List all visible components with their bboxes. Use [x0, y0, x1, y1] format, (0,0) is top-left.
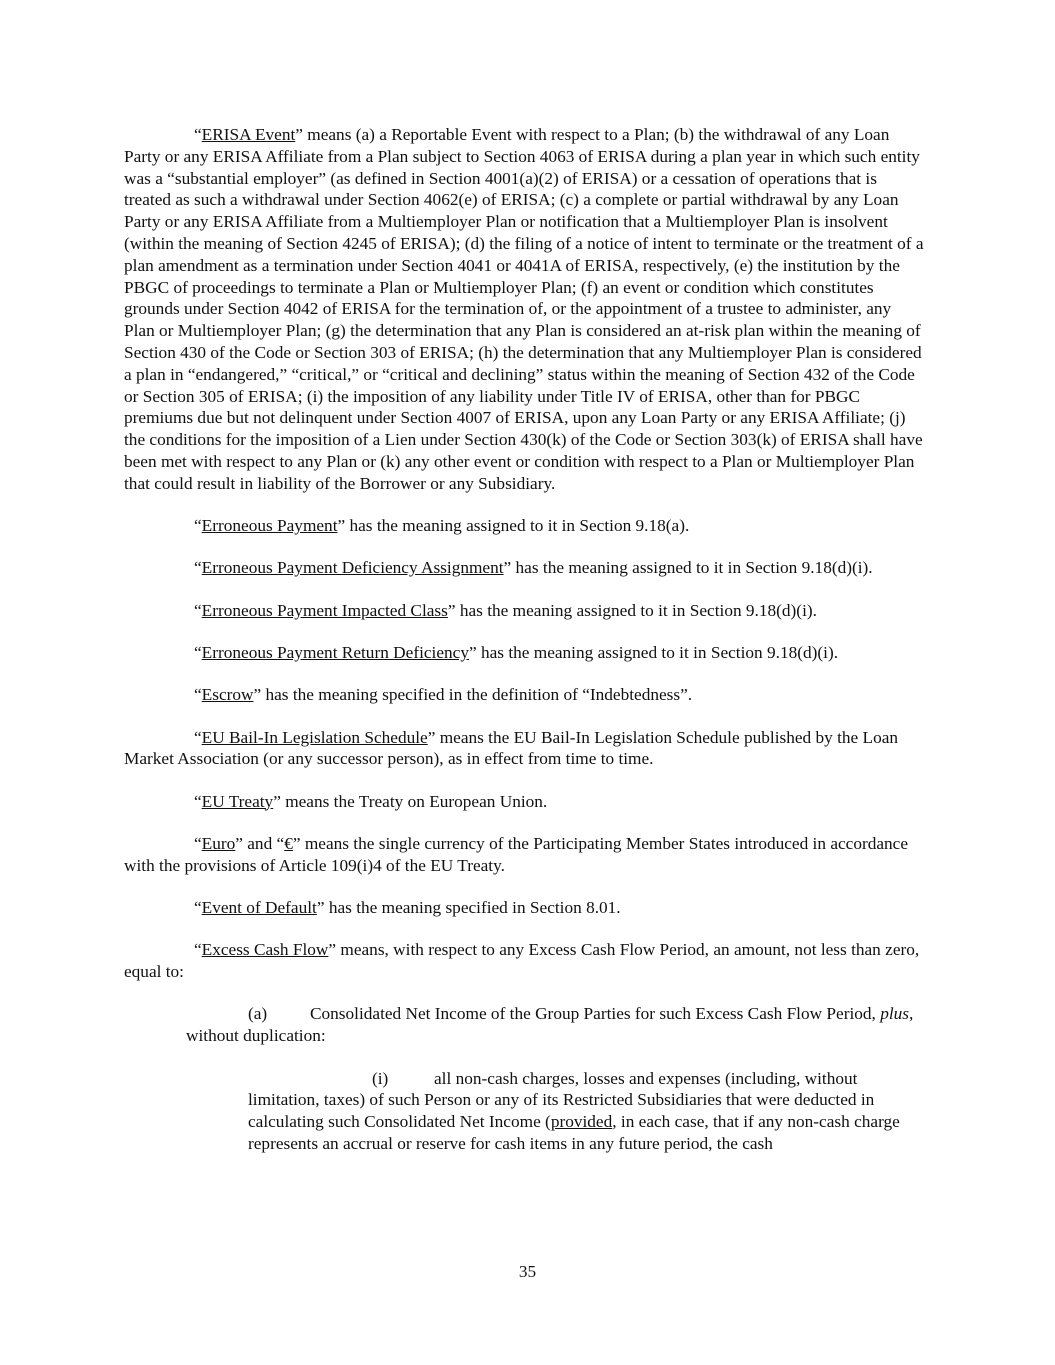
clause-label: (a) — [248, 1004, 268, 1024]
definition-erisa-event: “ERISA Event” means (a) a Reportable Event with respect to a Plan; (b) the withdrawal of any Loan Party or any ERISA Affiliate from a Plan subject to Section 4063 of ERISA during a plan year in which such entity was a “substantial employer” (as defined in Section 4001(a)(2) of ERISA) or a cessation of operations that is treated as such a withdrawal under Section 4062(e) of ERISA; (c) a complete or partial withdrawal by any Loan Party or any ERISA Affiliate from a Multiemployer Plan or notification that a Multiemployer Plan is insolvent (within the meaning of Section 4245 of ERISA); (d) the filing of a notice of intent to terminate or the treatment of a plan amendment as a termination under Section 4041 or 4041A of ERISA, respectively, (e) the institution by the PBGC of proceedings to terminate a Plan or Multiemployer Plan; (f) an event or condition which constitutes grounds under Section 4042 of ERISA for the termination of, or the appointment of a trustee to administer, any Plan or Multiemployer Plan; (g) the determination that any Plan is considered an at-risk plan within the meaning of Section 430 of the Code or Section 303 of ERISA; (h) the determination that any Multiemployer Plan is considered a plan in “endangered,” “critical,” or “critical and declining” status within the meaning of Section 432 of the Code or Section 305 of ERISA; (i) the imposition of any liability under Title IV of ERISA, other than for PBGC premiums due but not delinquent under Section 4007 of ERISA, upon any Loan Party or any ERISA Affiliate; (j) the conditions for the imposition of a Lien under Section 430(k) of the Code or Section 303(k) of ERISA shall have been met with respect to any Plan or (k) any other event or condition with respect to a Plan or Multiemployer Plan that could result in liability of the Borrower or any Subsidiary. — [124, 125, 924, 493]
definition-erroneous-payment: “Erroneous Payment” has the meaning assigned to it in Section 9.18(a). — [194, 516, 690, 536]
document-page — [124, 124, 924, 1155]
defined-term: Erroneous Payment Deficiency Assignment — [201, 558, 504, 578]
clause-label: (i) — [372, 1068, 389, 1088]
defined-term: Event of Default — [201, 898, 317, 918]
defined-term: Euro — [201, 833, 236, 853]
defined-term: ERISA Event — [201, 125, 296, 144]
page-number: 35 — [518, 1262, 537, 1281]
defined-term: Erroneous Payment — [201, 516, 338, 536]
definition-erroneous-payment-return-deficiency: “Erroneous Payment Return Deficiency” has the meaning assigned to it in Section 9.18(d)(i). — [194, 642, 839, 662]
defined-term-euro-symbol: € — [284, 833, 293, 853]
definition-eu-treaty: “EU Treaty” means the Treaty on European Union. — [194, 791, 548, 811]
definition-euro: “Euro” and “€” means the single currency of the Participating Member States introduced in accordance with the provisions of Article 109(i)4 of the EU Treaty. — [124, 833, 909, 875]
definition-erroneous-payment-deficiency-assignment: “Erroneous Payment Deficiency Assignment” has the meaning assigned to it in Section 9.18(d)(i). — [194, 558, 873, 578]
definition-escrow: “Escrow” has the meaning specified in the definition of “Indebtedness”. — [194, 685, 693, 705]
definition-excess-cash-flow: “Excess Cash Flow” means, with respect to any Excess Cash Flow Period, an amount, not less than zero, equal to: — [124, 940, 920, 982]
defined-term: Erroneous Payment Impacted Class — [201, 600, 448, 620]
definition-event-of-default: “Event of Default” has the meaning specified in Section 8.01. — [194, 898, 621, 918]
defined-term: Erroneous Payment Return Deficiency — [201, 642, 469, 662]
defined-term: Excess Cash Flow — [201, 940, 329, 960]
defined-term: EU Bail-In Legislation Schedule — [201, 727, 428, 747]
defined-term: EU Treaty — [201, 791, 274, 811]
definition-erroneous-payment-impacted-class: “Erroneous Payment Impacted Class” has the meaning assigned to it in Section 9.18(d)(i). — [194, 600, 817, 620]
clause-a: (a) Consolidated Net Income of the Group Parties for such Excess Cash Flow Period, plus, without duplication: — [186, 1004, 914, 1046]
definition-eu-bail-in-legislation-schedule: “EU Bail-In Legislation Schedule” means the EU Bail-In Legislation Schedule published by the Loan Market Association (or any successor person), as in effect from time to time. — [124, 727, 899, 769]
defined-term: Escrow — [201, 685, 254, 705]
clause-i: (i) all non-cash charges, losses and expenses (including, without limitation, taxes) of such Person or any of its Restricted Subsidiaries that were deducted in calculating such Consolidated Net Income (provided, in each case, that if any non-cash charge represents an accrual or reserve for cash items in any future period, the cash — [248, 1068, 900, 1153]
